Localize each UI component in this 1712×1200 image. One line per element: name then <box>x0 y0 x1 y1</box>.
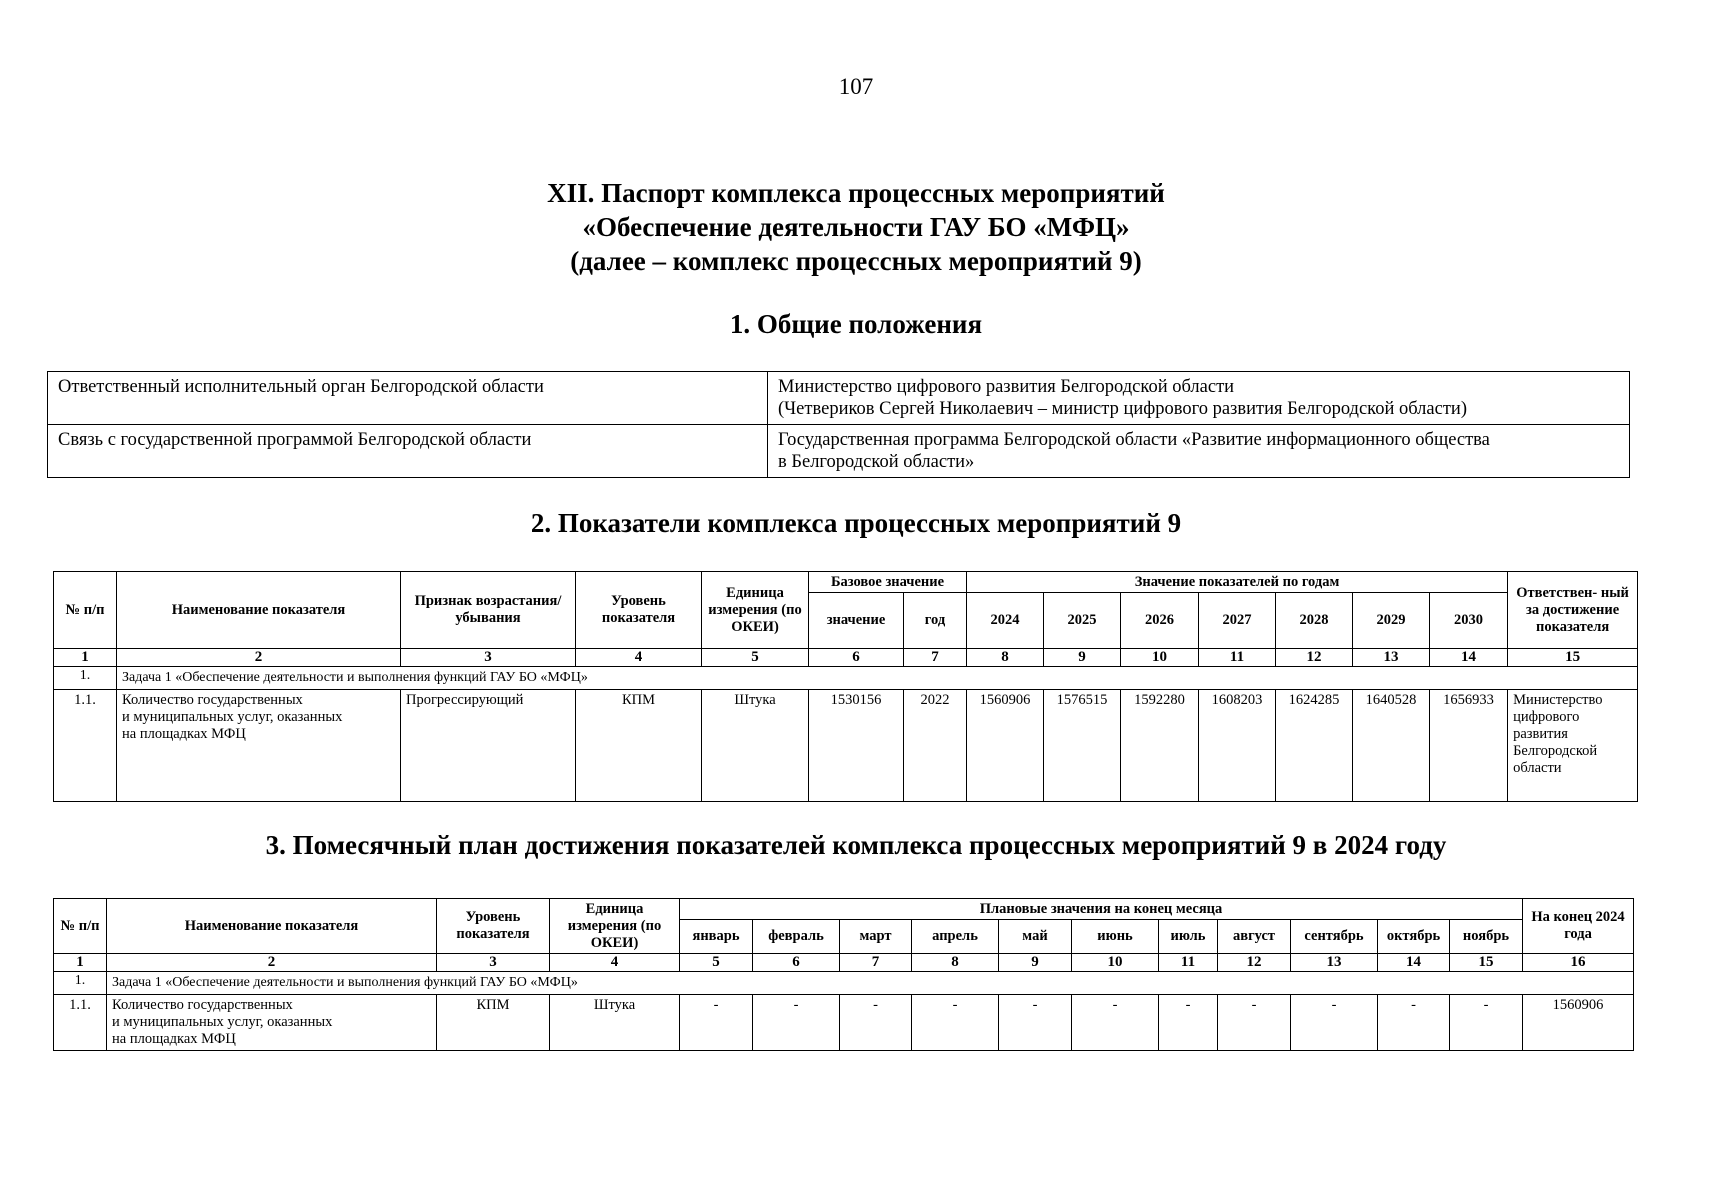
section-2-heading: 2. Показатели комплекса процессных мероприятий 9 <box>530 508 1182 538</box>
row-name-line: и муниципальных услуг, оказанных <box>112 1014 333 1030</box>
column-number: 3 <box>437 954 550 972</box>
header-year: 2025 <box>1044 593 1121 649</box>
title-line-2: «Обеспечение деятельности ГАУ БО «МФЦ» <box>582 212 1130 242</box>
row-month-value: - <box>1159 995 1218 1051</box>
indicators-table <box>53 571 1638 802</box>
general-row <box>48 372 1630 425</box>
header-unit: Единица измерения (по ОКЕИ) <box>550 899 680 954</box>
task-row <box>54 972 1634 995</box>
row-month-value: - <box>840 995 912 1051</box>
header-year: 2028 <box>1276 593 1353 649</box>
row-year-value: 1560906 <box>967 690 1044 802</box>
column-number: 11 <box>1159 954 1218 972</box>
column-number: 1 <box>54 954 107 972</box>
column-number: 4 <box>550 954 680 972</box>
row-year-value: 1576515 <box>1044 690 1121 802</box>
task-num: 1. <box>54 667 117 690</box>
column-number: 16 <box>1523 954 1634 972</box>
row-month-value: - <box>999 995 1072 1051</box>
column-number: 11 <box>1199 649 1276 667</box>
row-year-value: 1640528 <box>1353 690 1430 802</box>
row-level: КПМ <box>576 690 702 802</box>
header-base-group: Базовое значение <box>809 572 967 593</box>
row-month-value: - <box>1218 995 1291 1051</box>
task-num: 1. <box>54 972 107 995</box>
column-number: 12 <box>1218 954 1291 972</box>
general-row <box>48 425 1630 478</box>
row-num: 1.1. <box>54 995 107 1051</box>
column-number: 14 <box>1378 954 1450 972</box>
column-number: 5 <box>702 649 809 667</box>
document-title <box>0 176 1712 278</box>
column-number: 3 <box>401 649 576 667</box>
task-text: Задача 1 «Обеспечение деятельности и выполнения функций ГАУ БО «МФЦ» <box>117 667 1638 690</box>
responsible-line: области <box>1513 760 1562 776</box>
general-label: Ответственный исполнительный орган Белгородской области <box>48 372 768 425</box>
header-level: Уровень показателя <box>576 572 702 649</box>
row-base-value: 1530156 <box>809 690 904 802</box>
column-number: 13 <box>1291 954 1378 972</box>
column-number: 8 <box>967 649 1044 667</box>
header-month: май <box>999 920 1072 954</box>
general-value-line: в Белгородской области» <box>778 452 975 472</box>
column-number: 15 <box>1508 649 1638 667</box>
column-number: 6 <box>809 649 904 667</box>
header-num: № п/п <box>54 899 107 954</box>
header-name: Наименование показателя <box>107 899 437 954</box>
row-name <box>117 690 401 802</box>
row-name-line: Количество государственных <box>122 692 303 708</box>
header-month: октябрь <box>1378 920 1450 954</box>
monthly-header-row <box>54 899 1634 920</box>
responsible-line: развития <box>1513 726 1568 742</box>
row-name-line: Количество государственных <box>112 997 293 1013</box>
header-year: 2029 <box>1353 593 1430 649</box>
table-row <box>54 995 1634 1051</box>
row-month-value: - <box>1378 995 1450 1051</box>
row-level: КПМ <box>437 995 550 1051</box>
header-name: Наименование показателя <box>117 572 401 649</box>
column-number: 6 <box>753 954 840 972</box>
row-month-value: - <box>1291 995 1378 1051</box>
column-number-row <box>54 649 1638 667</box>
row-unit: Штука <box>702 690 809 802</box>
header-year: 2030 <box>1430 593 1508 649</box>
column-number: 2 <box>117 649 401 667</box>
header-month: июль <box>1159 920 1218 954</box>
column-number: 1 <box>54 649 117 667</box>
column-number: 5 <box>680 954 753 972</box>
header-month: сентябрь <box>1291 920 1378 954</box>
header-responsible: Ответствен- ный за достижение показателя <box>1508 572 1638 649</box>
row-name-line: и муниципальных услуг, оказанных <box>122 709 343 725</box>
column-number: 9 <box>1044 649 1121 667</box>
header-month: февраль <box>753 920 840 954</box>
row-base-year: 2022 <box>904 690 967 802</box>
monthly-plan-table <box>53 898 1634 1051</box>
header-base-value: значение <box>809 593 904 649</box>
row-month-value: - <box>912 995 999 1051</box>
task-row <box>54 667 1638 690</box>
column-number: 10 <box>1121 649 1199 667</box>
page-number: 107 <box>838 74 874 99</box>
header-unit: Единица измерения (по ОКЕИ) <box>702 572 809 649</box>
row-year-value: 1592280 <box>1121 690 1199 802</box>
section-3-heading: 3. Помесячный план достижения показателей комплекса процессных мероприятий 9 в 2024 году <box>265 830 1447 860</box>
header-month: ноябрь <box>1450 920 1523 954</box>
column-number: 4 <box>576 649 702 667</box>
header-year: 2026 <box>1121 593 1199 649</box>
indicators-header-row <box>54 572 1638 593</box>
title-line-3: (далее – комплекс процессных мероприятий 9) <box>570 246 1142 276</box>
responsible-line: Министерство <box>1513 692 1603 708</box>
row-num: 1.1. <box>54 690 117 802</box>
row-name-line: на площадках МФЦ <box>112 1031 236 1047</box>
header-month: июнь <box>1072 920 1159 954</box>
column-number: 15 <box>1450 954 1523 972</box>
general-value <box>768 372 1630 425</box>
column-number: 8 <box>912 954 999 972</box>
header-month: август <box>1218 920 1291 954</box>
header-year-end: На конец 2024 года <box>1523 899 1634 954</box>
general-label: Связь с государственной программой Белгородской области <box>48 425 768 478</box>
table-row <box>54 690 1638 802</box>
row-month-value: - <box>1450 995 1523 1051</box>
general-value-line: (Четвериков Сергей Николаевич – министр цифрового развития Белгородской области) <box>778 399 1467 419</box>
row-name <box>107 995 437 1051</box>
header-month: апрель <box>912 920 999 954</box>
row-month-value: - <box>1072 995 1159 1051</box>
header-num: № п/п <box>54 572 117 649</box>
column-number: 7 <box>904 649 967 667</box>
general-provisions-table <box>47 371 1630 478</box>
general-value <box>768 425 1630 478</box>
header-base-year: год <box>904 593 967 649</box>
column-number-row <box>54 954 1634 972</box>
row-trend: Прогрессирующий <box>401 690 576 802</box>
general-value-line: Государственная программа Белгородской области «Развитие информационного общества <box>778 430 1490 450</box>
row-month-value: - <box>753 995 840 1051</box>
row-unit: Штука <box>550 995 680 1051</box>
header-months-group: Плановые значения на конец месяца <box>680 899 1523 920</box>
row-year-value: 1624285 <box>1276 690 1353 802</box>
header-level: Уровень показателя <box>437 899 550 954</box>
column-number: 12 <box>1276 649 1353 667</box>
column-number: 13 <box>1353 649 1430 667</box>
responsible-line: цифрового <box>1513 709 1580 725</box>
row-responsible <box>1508 690 1638 802</box>
task-text: Задача 1 «Обеспечение деятельности и выполнения функций ГАУ БО «МФЦ» <box>107 972 1634 995</box>
row-year-value: 1656933 <box>1430 690 1508 802</box>
responsible-line: Белгородской <box>1513 743 1598 759</box>
row-year-value: 1608203 <box>1199 690 1276 802</box>
row-name-line: на площадках МФЦ <box>122 726 246 742</box>
row-month-value: - <box>680 995 753 1051</box>
column-number: 2 <box>107 954 437 972</box>
column-number: 7 <box>840 954 912 972</box>
column-number: 9 <box>999 954 1072 972</box>
header-month: март <box>840 920 912 954</box>
section-1-heading: 1. Общие положения <box>729 309 983 339</box>
header-year: 2024 <box>967 593 1044 649</box>
row-year-end: 1560906 <box>1523 995 1634 1051</box>
general-value-line: Министерство цифрового развития Белгородской области <box>778 377 1235 397</box>
header-year: 2027 <box>1199 593 1276 649</box>
column-number: 10 <box>1072 954 1159 972</box>
header-trend: Признак возрастания/ убывания <box>401 572 576 649</box>
title-line-1: XII. Паспорт комплекса процессных мероприятий <box>547 178 1165 208</box>
header-years-group: Значение показателей по годам <box>967 572 1508 593</box>
header-month: январь <box>680 920 753 954</box>
column-number: 14 <box>1430 649 1508 667</box>
